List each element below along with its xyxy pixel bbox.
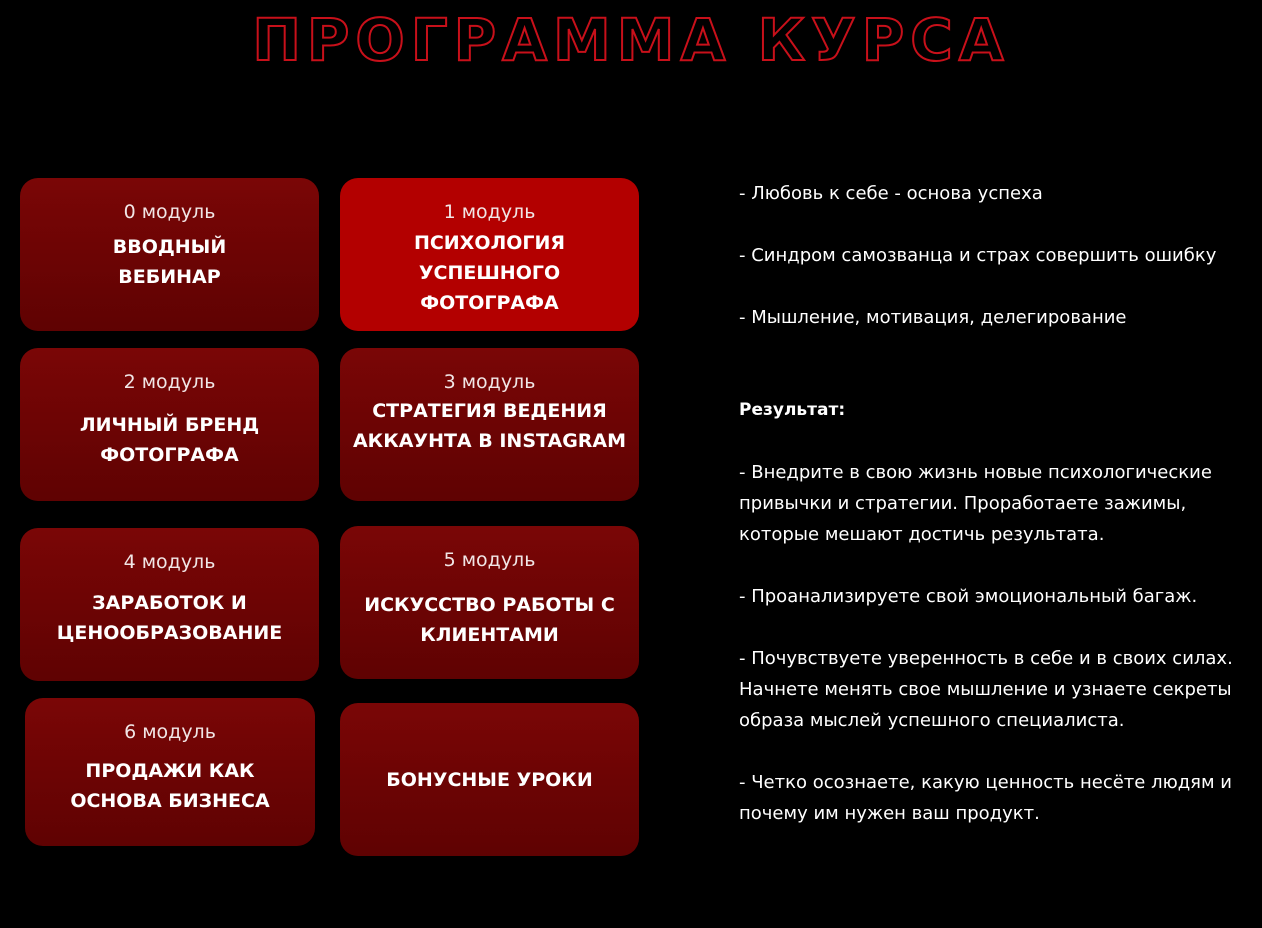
description-point: - Мышление, мотивация, делегирование: [739, 307, 1127, 328]
module-number: 1 модуль: [443, 201, 536, 223]
description-point: - Любовь к себе - основа успеха: [739, 183, 1043, 204]
module-description: [739, 178, 1254, 829]
result-point: - Внедрите в свою жизнь новые психологические привычки и стратегии. Проработаете зажимы, которые мешают достичь результата.: [739, 462, 1212, 545]
module-card-0[interactable]: [20, 178, 319, 331]
module-card-6[interactable]: [25, 698, 315, 846]
module-number: 2 модуль: [123, 371, 216, 393]
module-name: ВВОДНЫЙ ВЕБИНАР: [112, 236, 227, 288]
module-name: СТРАТЕГИЯ ВЕДЕНИЯ АККАУНТА В INSTAGRAM: [352, 400, 627, 452]
module-number: 0 модуль: [123, 201, 216, 223]
module-number: 6 модуль: [124, 721, 216, 743]
module-card-2[interactable]: [20, 348, 319, 501]
module-card-1[interactable]: [340, 178, 639, 331]
module-card-4[interactable]: [20, 528, 319, 681]
module-number: 3 модуль: [443, 371, 536, 393]
module-name: ПСИХОЛОГИЯ УСПЕШНОГО ФОТОГРАФА: [413, 232, 566, 314]
result-point: - Проанализируете свой эмоциональный багаж.: [739, 586, 1198, 607]
page-title: ПРОГРАММА КУРСА: [252, 6, 1010, 74]
module-card-3[interactable]: [340, 348, 639, 501]
result-point: - Четко осознаете, какую ценность несёте людям и почему им нужен ваш продукт.: [739, 772, 1233, 824]
module-name: ЛИЧНЫЙ БРЕНД ФОТОГРАФА: [79, 414, 260, 466]
module-name: ЗАРАБОТОК И ЦЕНООБРАЗОВАНИЕ: [56, 592, 283, 644]
module-card-5[interactable]: [340, 526, 639, 679]
module-number: 4 модуль: [123, 551, 216, 573]
description-point: - Синдром самозванца и страх совершить ошибку: [739, 245, 1217, 266]
bonus-lessons-card[interactable]: [340, 703, 639, 856]
module-name: ПРОДАЖИ КАК ОСНОВА БИЗНЕСА: [70, 760, 270, 812]
result-label: Результат:: [739, 400, 846, 420]
result-point: - Почувствуете уверенность в себе и в своих силах. Начнете менять свое мышление и узнаете секреты образа мыслей успешного специалиста.: [739, 648, 1233, 731]
module-number: 5 модуль: [443, 549, 536, 571]
module-name: БОНУСНЫЕ УРОКИ: [386, 768, 593, 791]
module-name: ИСКУССТВО РАБОТЫ С КЛИЕНТАМИ: [364, 594, 615, 646]
